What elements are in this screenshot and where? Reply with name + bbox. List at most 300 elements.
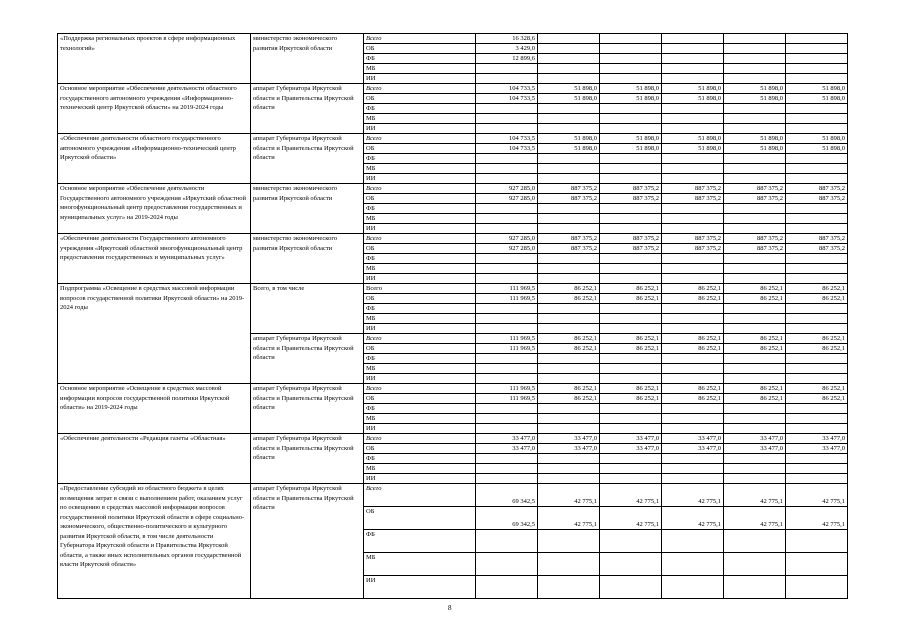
amount-cell: 86 252,1 xyxy=(662,344,724,354)
amount-cell: 69 342,5 xyxy=(476,507,538,530)
amount-cell xyxy=(538,424,600,434)
amount-cell xyxy=(724,114,786,124)
funding-source-cell: ФБ xyxy=(364,54,476,64)
executor-cell: министерство экономического развития Иркутской области xyxy=(251,184,364,234)
amount-cell xyxy=(538,530,600,553)
amount-cell: 86 252,1 xyxy=(724,384,786,394)
amount-cell xyxy=(786,576,848,599)
amount-cell xyxy=(600,74,662,84)
amount-cell xyxy=(662,414,724,424)
program-name-cell: Основное мероприятие «Обеспечение деятельности Государственного автономного учреждения «Иркутский областной многофункциональный центр предоставления государственных и муниципальных услуг» на 2019-2024 годы xyxy=(58,184,251,234)
amount-cell xyxy=(600,414,662,424)
amount-cell xyxy=(662,254,724,264)
executor-cell: министерство экономического развития Иркутской области xyxy=(251,34,364,84)
amount-cell: 887 375,2 xyxy=(724,244,786,254)
amount-cell xyxy=(600,224,662,234)
amount-cell xyxy=(476,104,538,114)
amount-cell xyxy=(786,304,848,314)
program-name-cell: «Обеспечение деятельности областного государственного автономного учреждения «Информационно-технический центр Иркутской области» xyxy=(58,134,251,184)
amount-cell xyxy=(476,224,538,234)
amount-cell xyxy=(538,214,600,224)
amount-cell xyxy=(786,324,848,334)
funding-source-cell: ОБ xyxy=(364,194,476,204)
amount-cell xyxy=(786,204,848,214)
executor-cell: аппарат Губернатора Иркутской области и Правительства Иркутской области xyxy=(251,84,364,134)
amount-cell xyxy=(724,354,786,364)
amount-cell xyxy=(476,164,538,174)
funding-source-cell: ФБ xyxy=(364,154,476,164)
amount-cell xyxy=(662,164,724,174)
amount-cell: 111 969,5 xyxy=(476,394,538,404)
amount-cell: 86 252,1 xyxy=(600,334,662,344)
amount-cell xyxy=(662,404,724,414)
amount-cell xyxy=(662,576,724,599)
amount-cell: 33 477,0 xyxy=(724,434,786,444)
amount-cell: 86 252,1 xyxy=(662,394,724,404)
amount-cell xyxy=(662,264,724,274)
amount-cell: 16 328,6 xyxy=(476,34,538,44)
amount-cell xyxy=(476,354,538,364)
amount-cell xyxy=(600,274,662,284)
amount-cell xyxy=(662,314,724,324)
amount-cell xyxy=(538,354,600,364)
document-page xyxy=(57,33,847,599)
amount-cell xyxy=(662,424,724,434)
program-name-cell: Основное мероприятие «Обеспечение деятельности областного государственного автономного учреждения «Информационно-технический центр Иркутской области» на 2019-2024 годы xyxy=(58,84,251,134)
table-body xyxy=(58,34,848,599)
amount-cell xyxy=(662,454,724,464)
amount-cell xyxy=(476,474,538,484)
amount-cell xyxy=(786,424,848,434)
amount-cell xyxy=(600,154,662,164)
amount-cell xyxy=(724,64,786,74)
amount-cell xyxy=(600,214,662,224)
funding-source-cell: ИИ xyxy=(364,224,476,234)
amount-cell xyxy=(724,264,786,274)
table-row xyxy=(58,184,848,194)
amount-cell xyxy=(786,114,848,124)
amount-cell: 111 969,5 xyxy=(476,294,538,304)
amount-cell xyxy=(662,304,724,314)
amount-cell: 33 477,0 xyxy=(786,444,848,454)
amount-cell: 51 898,0 xyxy=(786,94,848,104)
amount-cell xyxy=(538,64,600,74)
funding-source-cell: МБ xyxy=(364,164,476,174)
amount-cell xyxy=(724,454,786,464)
funding-source-cell: ФБ xyxy=(364,454,476,464)
amount-cell: 42 775,1 xyxy=(786,507,848,530)
amount-cell: 887 375,2 xyxy=(786,234,848,244)
amount-cell xyxy=(662,64,724,74)
program-name-cell: «Предоставление субсидий из областного бюджета в целях возмещения затрат в связи с выполнением работ, оказанием услуг по освещению в средствах массовой информации вопросов государственной политики Иркутской области в сфере социально-экономического, общественно-политического и культурного развития Иркутской области, в том числе деятельности Губернатора Иркутской области и Правительства Иркутской области, а также иных исполнительных органов государственной власти Иркутской области» xyxy=(58,484,251,599)
amount-cell xyxy=(724,414,786,424)
amount-cell xyxy=(724,576,786,599)
amount-cell: 51 898,0 xyxy=(786,84,848,94)
amount-cell: 69 342,5 xyxy=(476,484,538,507)
amount-cell xyxy=(662,553,724,576)
amount-cell xyxy=(786,174,848,184)
amount-cell xyxy=(600,164,662,174)
funding-source-cell: Всего xyxy=(364,184,476,194)
amount-cell xyxy=(476,264,538,274)
funding-source-cell: ФБ xyxy=(364,304,476,314)
amount-cell xyxy=(600,324,662,334)
table-row xyxy=(58,284,848,294)
amount-cell: 86 252,1 xyxy=(662,294,724,304)
amount-cell: 3 429,0 xyxy=(476,44,538,54)
funding-source-cell: ФБ xyxy=(364,530,476,553)
page-number: 8 xyxy=(448,604,452,612)
amount-cell xyxy=(538,304,600,314)
amount-cell xyxy=(538,54,600,64)
amount-cell xyxy=(538,34,600,44)
amount-cell xyxy=(662,324,724,334)
amount-cell: 86 252,1 xyxy=(600,294,662,304)
executor-cell: аппарат Губернатора Иркутской области и Правительства Иркутской области xyxy=(251,334,364,384)
amount-cell: 51 898,0 xyxy=(724,84,786,94)
amount-cell xyxy=(538,124,600,134)
amount-cell xyxy=(600,64,662,74)
amount-cell xyxy=(476,364,538,374)
amount-cell xyxy=(662,174,724,184)
funding-source-cell: МБ xyxy=(364,114,476,124)
amount-cell xyxy=(724,224,786,234)
amount-cell: 887 375,2 xyxy=(600,234,662,244)
amount-cell xyxy=(476,114,538,124)
executor-cell: Всего, в том числе xyxy=(251,284,364,334)
amount-cell xyxy=(786,54,848,64)
amount-cell xyxy=(724,374,786,384)
amount-cell: 86 252,1 xyxy=(786,394,848,404)
amount-cell xyxy=(538,204,600,214)
program-name-cell: Подпрограмма «Освещение в средствах массовой информации вопросов государственной политики Иркутской области» на 2019-2024 годы xyxy=(58,284,251,384)
funding-source-cell: ИИ xyxy=(364,374,476,384)
amount-cell xyxy=(662,374,724,384)
amount-cell: 33 477,0 xyxy=(786,434,848,444)
amount-cell xyxy=(786,34,848,44)
amount-cell xyxy=(538,324,600,334)
amount-cell: 86 252,1 xyxy=(786,284,848,294)
amount-cell: 104 733,5 xyxy=(476,134,538,144)
amount-cell xyxy=(538,464,600,474)
amount-cell xyxy=(600,34,662,44)
amount-cell: 887 375,2 xyxy=(662,194,724,204)
amount-cell xyxy=(662,114,724,124)
amount-cell xyxy=(476,324,538,334)
amount-cell xyxy=(538,174,600,184)
amount-cell: 104 733,5 xyxy=(476,84,538,94)
funding-source-cell: ФБ xyxy=(364,404,476,414)
amount-cell: 51 898,0 xyxy=(662,144,724,154)
amount-cell: 42 775,1 xyxy=(662,507,724,530)
amount-cell: 33 477,0 xyxy=(662,444,724,454)
amount-cell: 42 775,1 xyxy=(786,484,848,507)
amount-cell xyxy=(724,530,786,553)
amount-cell: 86 252,1 xyxy=(538,294,600,304)
amount-cell xyxy=(662,204,724,214)
amount-cell xyxy=(600,530,662,553)
amount-cell xyxy=(600,114,662,124)
amount-cell xyxy=(476,304,538,314)
amount-cell: 51 898,0 xyxy=(662,134,724,144)
amount-cell: 887 375,2 xyxy=(662,184,724,194)
amount-cell: 86 252,1 xyxy=(786,294,848,304)
amount-cell xyxy=(724,314,786,324)
amount-cell xyxy=(538,414,600,424)
funding-source-cell: ОБ xyxy=(364,144,476,154)
amount-cell xyxy=(476,374,538,384)
amount-cell xyxy=(600,364,662,374)
amount-cell xyxy=(724,464,786,474)
amount-cell: 42 775,1 xyxy=(724,507,786,530)
amount-cell xyxy=(662,124,724,134)
amount-cell: 51 898,0 xyxy=(786,134,848,144)
amount-cell: 86 252,1 xyxy=(538,334,600,344)
amount-cell xyxy=(786,530,848,553)
amount-cell: 887 375,2 xyxy=(786,194,848,204)
amount-cell: 51 898,0 xyxy=(538,134,600,144)
funding-source-cell: ИИ xyxy=(364,576,476,599)
amount-cell: 111 969,5 xyxy=(476,344,538,354)
amount-cell: 86 252,1 xyxy=(538,394,600,404)
amount-cell: 86 252,1 xyxy=(786,344,848,354)
amount-cell xyxy=(600,374,662,384)
amount-cell: 887 375,2 xyxy=(724,184,786,194)
amount-cell xyxy=(538,576,600,599)
funding-source-cell: ИИ xyxy=(364,424,476,434)
amount-cell: 86 252,1 xyxy=(600,344,662,354)
amount-cell xyxy=(662,364,724,374)
amount-cell: 111 969,5 xyxy=(476,284,538,294)
amount-cell: 86 252,1 xyxy=(538,284,600,294)
table-row xyxy=(58,434,848,444)
amount-cell xyxy=(724,154,786,164)
amount-cell: 86 252,1 xyxy=(662,384,724,394)
amount-cell: 887 375,2 xyxy=(600,194,662,204)
amount-cell: 887 375,2 xyxy=(724,194,786,204)
amount-cell xyxy=(600,553,662,576)
funding-source-cell: ОБ xyxy=(364,294,476,304)
executor-cell: аппарат Губернатора Иркутской области и Правительства Иркутской области xyxy=(251,484,364,599)
amount-cell: 927 285,0 xyxy=(476,194,538,204)
amount-cell xyxy=(786,254,848,264)
amount-cell xyxy=(538,44,600,54)
amount-cell xyxy=(538,224,600,234)
amount-cell xyxy=(662,214,724,224)
amount-cell: 86 252,1 xyxy=(600,394,662,404)
amount-cell xyxy=(786,414,848,424)
amount-cell xyxy=(786,64,848,74)
amount-cell xyxy=(662,44,724,54)
amount-cell xyxy=(724,74,786,84)
amount-cell xyxy=(600,204,662,214)
amount-cell: 86 252,1 xyxy=(724,394,786,404)
table-row xyxy=(58,34,848,44)
amount-cell xyxy=(538,314,600,324)
amount-cell xyxy=(476,404,538,414)
amount-cell xyxy=(786,124,848,134)
amount-cell: 86 252,1 xyxy=(538,344,600,354)
amount-cell xyxy=(600,264,662,274)
amount-cell xyxy=(662,530,724,553)
amount-cell: 887 375,2 xyxy=(786,244,848,254)
funding-source-cell: ИИ xyxy=(364,174,476,184)
amount-cell xyxy=(786,314,848,324)
amount-cell xyxy=(476,254,538,264)
amount-cell xyxy=(538,104,600,114)
program-name-cell: «Поддержка региональных проектов в сфере информационных технологий» xyxy=(58,34,251,84)
funding-source-cell: МБ xyxy=(364,553,476,576)
amount-cell: 42 775,1 xyxy=(538,507,600,530)
amount-cell xyxy=(786,474,848,484)
amount-cell xyxy=(724,364,786,374)
funding-source-cell: ОБ xyxy=(364,94,476,104)
amount-cell xyxy=(724,34,786,44)
funding-source-cell: ОБ xyxy=(364,444,476,454)
funding-source-cell: ОБ xyxy=(364,394,476,404)
amount-cell xyxy=(538,154,600,164)
amount-cell xyxy=(476,414,538,424)
funding-source-cell: Всего xyxy=(364,384,476,394)
amount-cell xyxy=(662,274,724,284)
amount-cell xyxy=(476,174,538,184)
amount-cell: 887 375,2 xyxy=(662,244,724,254)
amount-cell xyxy=(600,304,662,314)
amount-cell: 104 733,5 xyxy=(476,94,538,104)
amount-cell xyxy=(662,34,724,44)
program-name-cell: «Обеспечение деятельности «Редакция газеты «Областная» xyxy=(58,434,251,484)
amount-cell: 51 898,0 xyxy=(724,94,786,104)
amount-cell xyxy=(600,464,662,474)
amount-cell: 927 285,0 xyxy=(476,184,538,194)
amount-cell: 86 252,1 xyxy=(724,334,786,344)
amount-cell: 887 375,2 xyxy=(538,244,600,254)
amount-cell: 111 969,5 xyxy=(476,384,538,394)
amount-cell xyxy=(476,576,538,599)
amount-cell xyxy=(724,424,786,434)
funding-source-cell: ФБ xyxy=(364,254,476,264)
amount-cell xyxy=(600,474,662,484)
funding-source-cell: ОБ xyxy=(364,44,476,54)
amount-cell: 887 375,2 xyxy=(538,194,600,204)
amount-cell: 51 898,0 xyxy=(600,94,662,104)
amount-cell xyxy=(662,104,724,114)
amount-cell xyxy=(786,164,848,174)
amount-cell: 887 375,2 xyxy=(662,234,724,244)
amount-cell xyxy=(724,164,786,174)
funding-source-cell: ФБ xyxy=(364,104,476,114)
amount-cell xyxy=(662,354,724,364)
amount-cell xyxy=(476,274,538,284)
amount-cell xyxy=(476,530,538,553)
amount-cell xyxy=(786,553,848,576)
funding-source-cell: ИИ xyxy=(364,274,476,284)
program-name-cell: Основное мероприятие «Освещение в средствах массовой информации вопросов государственной политики Иркутской области» на 2019-2024 годы xyxy=(58,384,251,434)
funding-source-cell: МБ xyxy=(364,214,476,224)
amount-cell xyxy=(476,64,538,74)
amount-cell xyxy=(538,404,600,414)
amount-cell: 33 477,0 xyxy=(476,444,538,454)
amount-cell xyxy=(724,553,786,576)
amount-cell xyxy=(786,274,848,284)
amount-cell xyxy=(786,104,848,114)
amount-cell xyxy=(786,214,848,224)
funding-source-cell: МБ xyxy=(364,364,476,374)
amount-cell xyxy=(538,374,600,384)
amount-cell xyxy=(662,154,724,164)
amount-cell xyxy=(600,576,662,599)
funding-source-cell: Всего xyxy=(364,434,476,444)
amount-cell: 51 898,0 xyxy=(786,144,848,154)
amount-cell xyxy=(476,424,538,434)
amount-cell: 887 375,2 xyxy=(786,184,848,194)
amount-cell: 42 775,1 xyxy=(600,507,662,530)
amount-cell: 12 899,6 xyxy=(476,54,538,64)
amount-cell xyxy=(786,364,848,374)
amount-cell: 33 477,0 xyxy=(600,434,662,444)
amount-cell xyxy=(786,264,848,274)
amount-cell: 42 775,1 xyxy=(538,484,600,507)
amount-cell xyxy=(538,474,600,484)
amount-cell xyxy=(476,314,538,324)
funding-source-cell: Всего xyxy=(364,484,476,507)
amount-cell: 51 898,0 xyxy=(662,94,724,104)
amount-cell: 86 252,1 xyxy=(538,384,600,394)
amount-cell: 51 898,0 xyxy=(600,84,662,94)
amount-cell xyxy=(600,314,662,324)
funding-source-cell: МБ xyxy=(364,314,476,324)
funding-source-cell: ИИ xyxy=(364,324,476,334)
amount-cell: 927 285,0 xyxy=(476,234,538,244)
amount-cell: 887 375,2 xyxy=(538,184,600,194)
amount-cell: 887 375,2 xyxy=(538,234,600,244)
amount-cell xyxy=(786,354,848,364)
executor-cell: аппарат Губернатора Иркутской области и Правительства Иркутской области xyxy=(251,434,364,484)
amount-cell: 86 252,1 xyxy=(600,284,662,294)
amount-cell xyxy=(538,254,600,264)
amount-cell: 111 969,5 xyxy=(476,334,538,344)
amount-cell: 42 775,1 xyxy=(662,484,724,507)
funding-source-cell: ИИ xyxy=(364,474,476,484)
amount-cell xyxy=(600,454,662,464)
amount-cell: 33 477,0 xyxy=(724,444,786,454)
amount-cell: 86 252,1 xyxy=(786,334,848,344)
amount-cell: 42 775,1 xyxy=(600,484,662,507)
amount-cell xyxy=(724,174,786,184)
amount-cell: 887 375,2 xyxy=(600,184,662,194)
amount-cell: 33 477,0 xyxy=(538,444,600,454)
amount-cell xyxy=(600,424,662,434)
amount-cell xyxy=(662,474,724,484)
amount-cell xyxy=(724,474,786,484)
amount-cell xyxy=(662,464,724,474)
amount-cell: 33 477,0 xyxy=(476,434,538,444)
funding-source-cell: Всего xyxy=(364,234,476,244)
funding-source-cell: Всего xyxy=(364,34,476,44)
amount-cell xyxy=(600,54,662,64)
amount-cell: 51 898,0 xyxy=(724,134,786,144)
amount-cell: 51 898,0 xyxy=(600,144,662,154)
table-row xyxy=(58,384,848,394)
amount-cell: 33 477,0 xyxy=(600,444,662,454)
amount-cell xyxy=(476,74,538,84)
amount-cell: 51 898,0 xyxy=(724,144,786,154)
amount-cell: 86 252,1 xyxy=(786,384,848,394)
amount-cell xyxy=(724,104,786,114)
program-name-cell: «Обеспечение деятельности Государственного автономного учреждения «Иркутский областной многофункциональный центр предоставления государственных и муниципальных услуг» xyxy=(58,234,251,284)
amount-cell xyxy=(724,214,786,224)
funding-source-cell: Всего xyxy=(364,284,476,294)
